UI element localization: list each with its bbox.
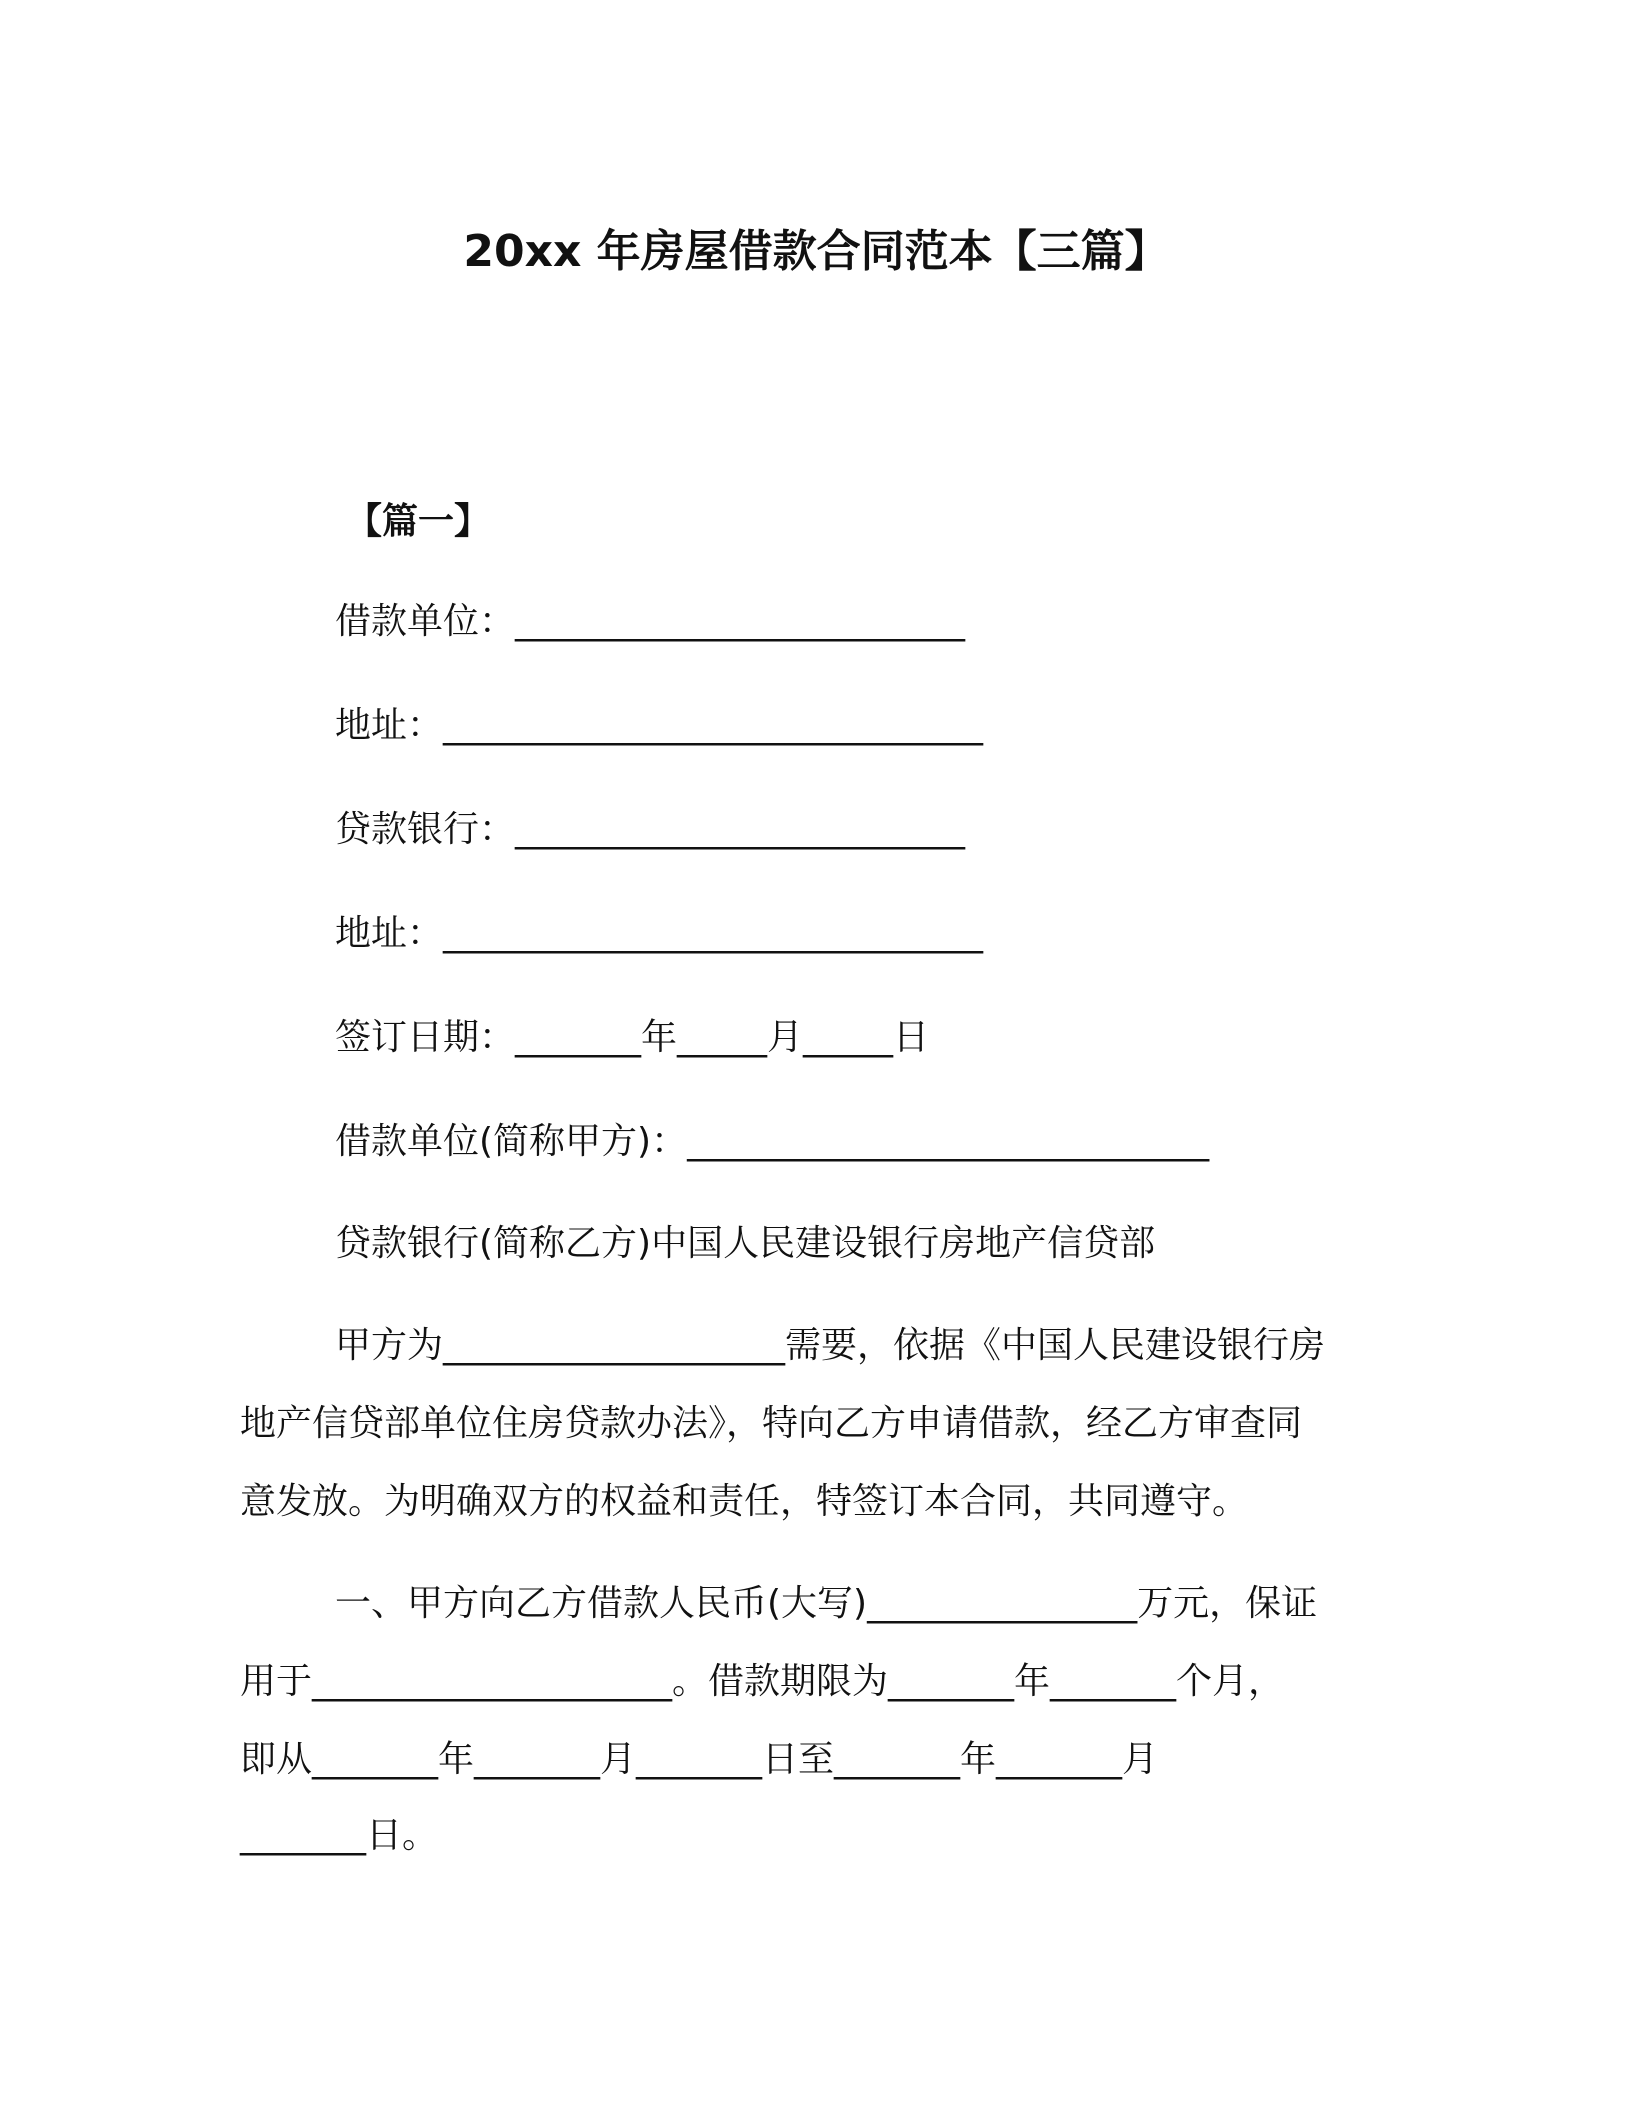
document-title: 20xx 年房屋借款合同范本【三篇】 — [463, 226, 1169, 277]
field-borrower-unit: 借款单位：_________________________ — [335, 601, 966, 642]
field-bank-address: 地址：______________________________ — [335, 913, 984, 954]
field-party-b: 贷款银行(简称乙方)中国人民建设银行房地产信贷部 — [335, 1223, 1156, 1264]
field-borrower-address: 地址：______________________________ — [335, 705, 984, 746]
paragraph-intro-line-1: 甲方为___________________需要，依据《中国人民建设银行房 — [335, 1325, 1326, 1366]
clause-one-line-3: 即从_______年_______月_______日至_______年_______月 — [240, 1739, 1158, 1780]
clause-one-line-1: 一、甲方向乙方借款人民币(大写)_______________万元，保证 — [335, 1583, 1318, 1624]
field-party-a: 借款单位(简称甲方)：_____________________________ — [335, 1121, 1210, 1162]
field-lending-bank: 贷款银行：_________________________ — [335, 809, 966, 850]
clause-one-line-2: 用于____________________。借款期限为_______年_______个月， — [240, 1661, 1285, 1702]
field-signing-date: 签订日期：_______年_____月_____日 — [335, 1017, 930, 1058]
section-heading: 【篇一】 — [346, 501, 491, 542]
paragraph-intro-line-2: 地产信贷部单位住房贷款办法》，特向乙方申请借款，经乙方审查同 — [240, 1403, 1303, 1444]
clause-one-line-4: _______日。 — [240, 1815, 439, 1856]
paragraph-intro-line-3: 意发放。为明确双方的权益和责任，特签订本合同，共同遵守。 — [240, 1481, 1249, 1522]
